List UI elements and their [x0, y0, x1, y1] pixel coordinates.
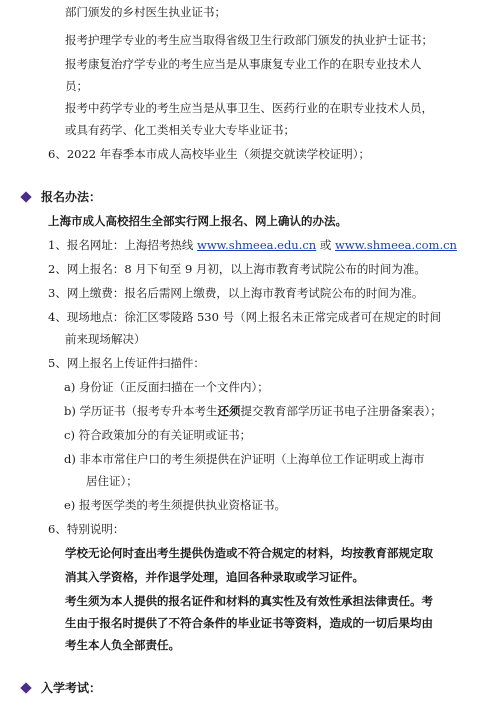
list-item-c: c) 符合政策加分的有关证明或证书；: [64, 428, 252, 442]
text-line: 2、网上报名：8 月下旬至 9 月初，以上海市教育考试院公布的时间为准。: [48, 262, 426, 276]
text-line: 前来现场解决）: [65, 332, 146, 346]
list-item-e: e) 报考医学类的考生须提供执业资格证书。: [64, 498, 286, 512]
diamond-bullet-icon: [20, 191, 31, 202]
text-line: 6、2022 年春季本市成人高校毕业生（须提交就读学校证明）；: [48, 147, 370, 161]
signup-url-line: [48, 237, 457, 253]
notice-line: 消其入学资格，并作退学处理，追回各种录取或学习证件。: [65, 570, 364, 584]
list-item-a: a) 身份证（正反面扫描在一个文件内）；: [64, 380, 269, 394]
notice-line: 考生本人负全部责任。: [65, 638, 180, 652]
section-heading-signup: 报名办法：: [41, 190, 102, 204]
list-item-b-text-end: 提交教育部学历证书电子注册备案表）；: [240, 404, 442, 418]
text-line: 部门颁发的乡村医生执业证书；: [65, 5, 226, 19]
text-line: 报考中药学专业的考生应当是从事卫生、医药行业的在职专业技术人员，: [65, 101, 433, 115]
list-item-b-bold: 还须: [217, 404, 241, 418]
text-line: 报考护理学专业的考生应当取得省级卫生行政部门颁发的执业护士证书；: [65, 33, 433, 47]
list-item-d: d) 非本市常住户口的考生须提供在沪证明（上海单位工作证明或上海市: [64, 452, 425, 466]
notice-line: 生由于报名时提供了不符合条件的毕业证书等资料，造成的一切后果均由: [65, 616, 433, 630]
text-line: 报考康复治疗学专业的考生应当是从事康复专业工作的在职专业技术人: [65, 57, 422, 71]
list-item-d-cont: 居住证）；: [86, 474, 138, 488]
lead-text: 上海市成人高校招生全部实行网上报名、网上确认的办法。: [48, 214, 347, 228]
diamond-bullet-icon: [20, 682, 31, 693]
link-shmeea-edu[interactable]: www.shmeea.edu.cn: [196, 238, 317, 252]
url-or: 或: [316, 238, 336, 252]
text-line: 4、现场地点：徐汇区零陵路 530 号（网上报名未正常完成者可在规定的时间: [48, 310, 442, 324]
text-line: 3、网上缴费：报名后需网上缴费，以上海市教育考试院公布的时间为准。: [48, 286, 424, 300]
text-line: 6、特别说明：: [48, 522, 125, 536]
text-line: 5、网上报名上传证件扫描件：: [48, 356, 205, 370]
notice-line: 学校无论何时查出考生提供伪造或不符合规定的材料，均按教育部规定取: [65, 546, 433, 560]
section-heading-exam: 入学考试：: [41, 681, 102, 695]
list-item-b: [64, 403, 442, 419]
text-line: 或具有药学、化工类相关专业大专毕业证书；: [65, 123, 295, 137]
notice-line: 考生须为本人提供的报名证件和材料的真实性及有效性承担法律责任。考: [65, 594, 433, 608]
link-shmeea-com[interactable]: www.shmeea.com.cn: [335, 238, 457, 252]
list-item-b-text: b) 学历证书（报考专升本考生: [64, 404, 218, 418]
text-line: 员；: [65, 79, 88, 93]
url-prefix: 1、报名网址：上海招考热线: [48, 238, 197, 252]
